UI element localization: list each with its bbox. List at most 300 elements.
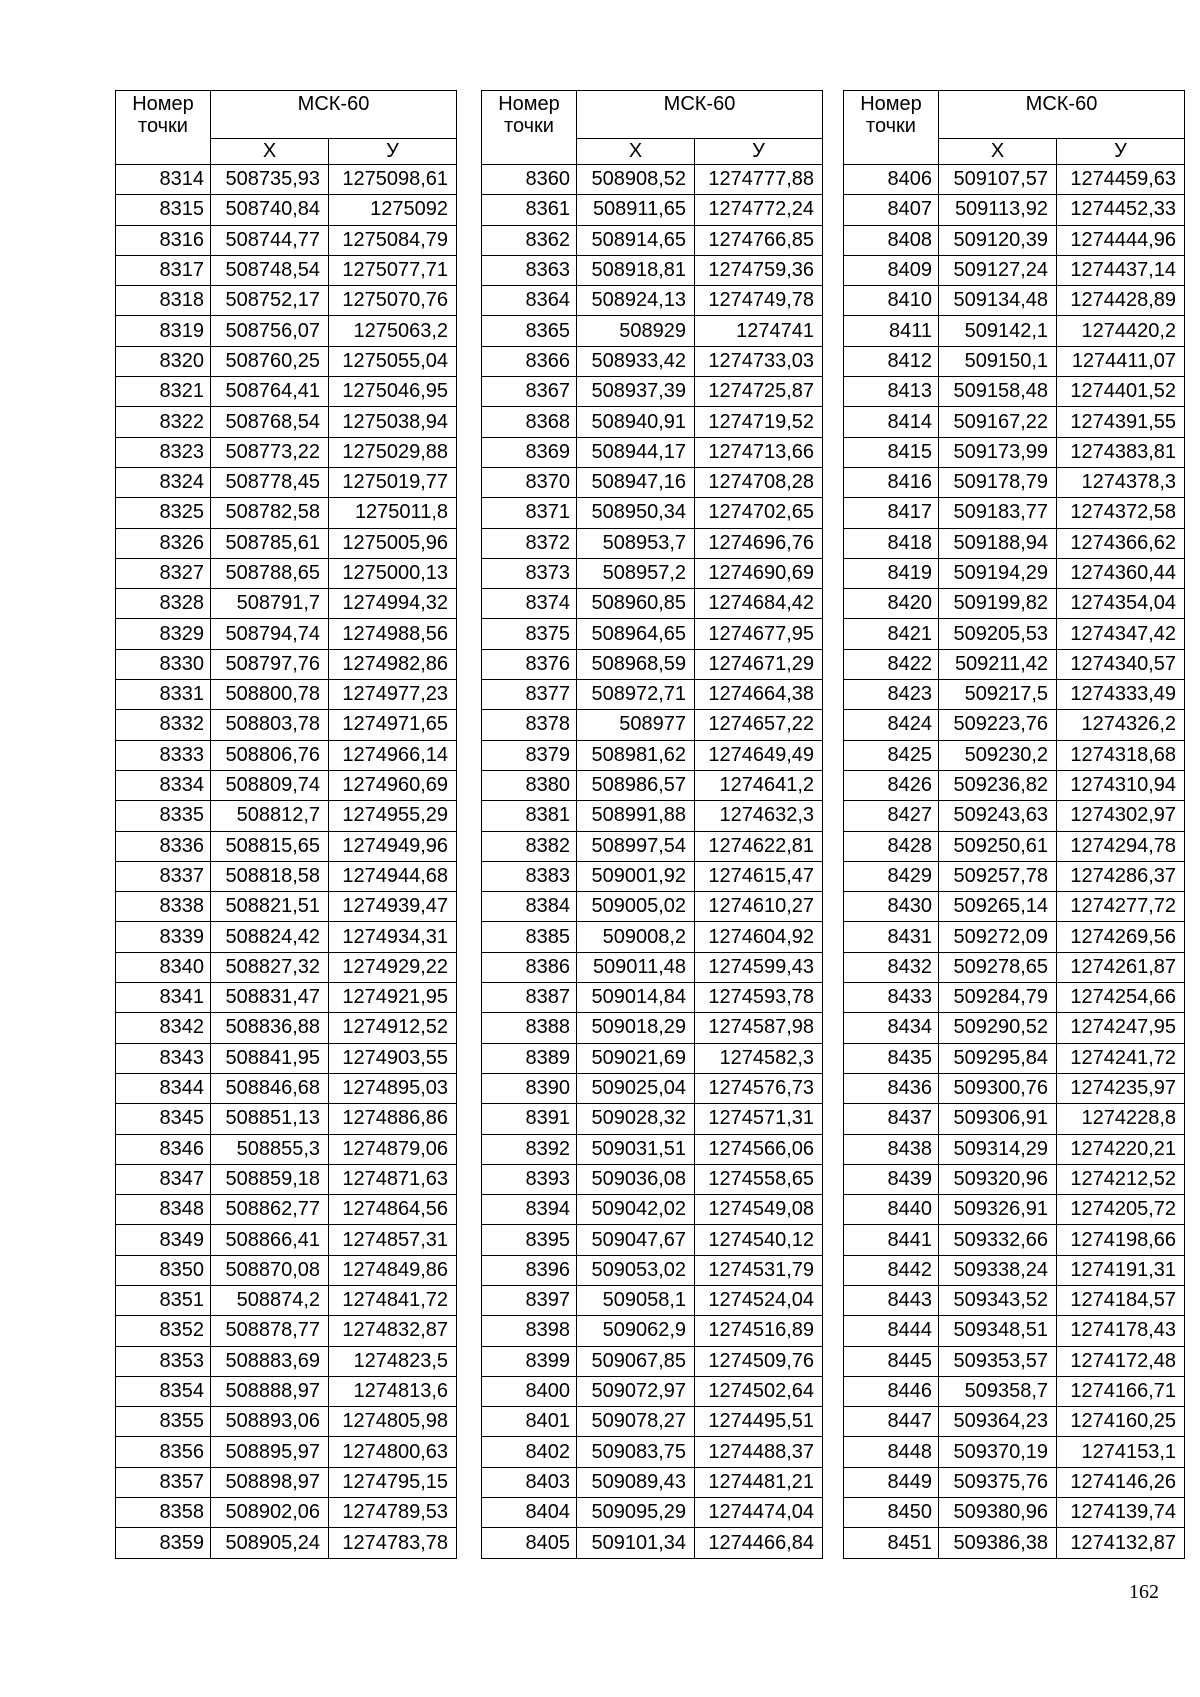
x-coordinate-cell: 508744,77	[211, 225, 329, 255]
point-number-cell: 8422	[844, 649, 939, 679]
y-coordinate-cell: 1274310,94	[1057, 770, 1185, 800]
y-coordinate-cell: 1274582,3	[695, 1043, 823, 1073]
point-number-cell: 8345	[116, 1104, 211, 1134]
point-number-cell: 8340	[116, 952, 211, 982]
x-coordinate-cell: 508981,62	[577, 740, 695, 770]
point-number-cell: 8339	[116, 922, 211, 952]
point-number-cell: 8429	[844, 861, 939, 891]
point-number-cell: 8403	[482, 1467, 577, 1497]
x-coordinate-cell: 509047,67	[577, 1225, 695, 1255]
y-header: У	[695, 139, 823, 165]
y-coordinate-cell: 1274254,66	[1057, 983, 1185, 1013]
x-coordinate-cell: 508957,2	[577, 558, 695, 588]
y-coordinate-cell: 1275084,79	[329, 225, 457, 255]
table-row	[482, 740, 823, 770]
table-row	[844, 407, 1185, 437]
point-number-cell: 8416	[844, 467, 939, 497]
x-coordinate-cell: 509014,84	[577, 983, 695, 1013]
table-row	[482, 195, 823, 225]
table-row	[116, 710, 457, 740]
point-number-cell: 8449	[844, 1467, 939, 1497]
y-coordinate-cell: 1274502,64	[695, 1376, 823, 1406]
point-number-cell: 8348	[116, 1195, 211, 1225]
table-row	[116, 1255, 457, 1285]
y-coordinate-cell: 1274571,31	[695, 1104, 823, 1134]
x-coordinate-cell: 509028,32	[577, 1104, 695, 1134]
x-coordinate-cell: 509134,48	[939, 286, 1057, 316]
point-number-cell: 8342	[116, 1013, 211, 1043]
table-row	[844, 1043, 1185, 1073]
table-row	[482, 831, 823, 861]
table-row	[116, 1376, 457, 1406]
x-coordinate-cell: 509005,02	[577, 892, 695, 922]
y-coordinate-cell: 1274783,78	[329, 1528, 457, 1558]
point-number-cell: 8377	[482, 680, 577, 710]
x-coordinate-cell: 509386,38	[939, 1528, 1057, 1558]
point-number-cell: 8443	[844, 1285, 939, 1315]
table-row	[116, 165, 457, 195]
x-coordinate-cell: 508752,17	[211, 286, 329, 316]
y-coordinate-cell: 1274540,12	[695, 1225, 823, 1255]
x-coordinate-cell: 508735,93	[211, 165, 329, 195]
point-number-cell: 8392	[482, 1134, 577, 1164]
x-coordinate-cell: 508778,45	[211, 467, 329, 497]
y-coordinate-cell: 1274205,72	[1057, 1195, 1185, 1225]
x-coordinate-cell: 508800,78	[211, 680, 329, 710]
y-coordinate-cell: 1274615,47	[695, 861, 823, 891]
table-row	[116, 1134, 457, 1164]
x-coordinate-cell: 508944,17	[577, 437, 695, 467]
x-coordinate-cell: 509062,9	[577, 1316, 695, 1346]
y-coordinate-cell: 1274261,87	[1057, 952, 1185, 982]
point-number-cell: 8450	[844, 1498, 939, 1528]
point-number-cell: 8424	[844, 710, 939, 740]
x-coordinate-cell: 508940,91	[577, 407, 695, 437]
point-number-cell: 8438	[844, 1134, 939, 1164]
y-coordinate-cell: 1274212,52	[1057, 1164, 1185, 1194]
table-row	[482, 1164, 823, 1194]
x-coordinate-cell: 508929	[577, 316, 695, 346]
table-row	[482, 649, 823, 679]
y-coordinate-cell: 1274832,87	[329, 1316, 457, 1346]
point-number-cell: 8357	[116, 1467, 211, 1497]
table-row	[482, 286, 823, 316]
point-number-cell: 8356	[116, 1437, 211, 1467]
y-coordinate-cell: 1274841,72	[329, 1285, 457, 1315]
y-coordinate-cell: 1275055,04	[329, 346, 457, 376]
point-number-cell: 8326	[116, 528, 211, 558]
x-coordinate-cell: 509205,53	[939, 619, 1057, 649]
y-coordinate-cell: 1274269,56	[1057, 922, 1185, 952]
y-coordinate-cell: 1274235,97	[1057, 1073, 1185, 1103]
x-coordinate-cell: 509300,76	[939, 1073, 1057, 1103]
y-coordinate-cell: 1274789,53	[329, 1498, 457, 1528]
coordinates-table-3	[843, 90, 1185, 1559]
y-coordinate-cell: 1274566,06	[695, 1134, 823, 1164]
point-number-cell: 8408	[844, 225, 939, 255]
table-row	[844, 286, 1185, 316]
x-coordinate-cell: 509089,43	[577, 1467, 695, 1497]
x-coordinate-cell: 509272,09	[939, 922, 1057, 952]
table-row	[844, 225, 1185, 255]
point-number-cell: 8385	[482, 922, 577, 952]
y-coordinate-cell: 1274772,24	[695, 195, 823, 225]
y-coordinate-cell: 1274428,89	[1057, 286, 1185, 316]
point-number-header: Номер точки	[482, 91, 577, 165]
y-coordinate-cell: 1274879,06	[329, 1134, 457, 1164]
table-row	[116, 1498, 457, 1528]
point-number-cell: 8370	[482, 467, 577, 497]
table-row	[116, 255, 457, 285]
x-coordinate-cell: 509127,24	[939, 255, 1057, 285]
y-coordinate-cell: 1274632,3	[695, 801, 823, 831]
table-row	[482, 346, 823, 376]
y-coordinate-cell: 1275038,94	[329, 407, 457, 437]
table-row	[116, 952, 457, 982]
y-coordinate-cell: 1274929,22	[329, 952, 457, 982]
y-coordinate-cell: 1274524,04	[695, 1285, 823, 1315]
point-number-cell: 8355	[116, 1407, 211, 1437]
y-coordinate-cell: 1274452,33	[1057, 195, 1185, 225]
x-coordinate-cell: 508964,65	[577, 619, 695, 649]
page-number: 162	[1129, 1581, 1159, 1603]
x-coordinate-cell: 508905,24	[211, 1528, 329, 1558]
y-header: У	[329, 139, 457, 165]
point-number-cell: 8391	[482, 1104, 577, 1134]
table-row	[844, 437, 1185, 467]
table-row	[844, 1225, 1185, 1255]
table-row	[844, 1498, 1185, 1528]
y-coordinate-cell: 1274354,04	[1057, 589, 1185, 619]
y-coordinate-cell: 1274671,29	[695, 649, 823, 679]
x-coordinate-cell: 509113,92	[939, 195, 1057, 225]
table-row	[482, 1255, 823, 1285]
table-row	[482, 952, 823, 982]
x-coordinate-cell: 508773,22	[211, 437, 329, 467]
table-row	[844, 1316, 1185, 1346]
y-coordinate-cell: 1274178,43	[1057, 1316, 1185, 1346]
table-row	[116, 377, 457, 407]
point-number-cell: 8410	[844, 286, 939, 316]
point-number-cell: 8333	[116, 740, 211, 770]
y-coordinate-cell: 1274340,57	[1057, 649, 1185, 679]
table-row	[482, 1498, 823, 1528]
y-coordinate-cell: 1275019,77	[329, 467, 457, 497]
y-coordinate-cell: 1274378,3	[1057, 467, 1185, 497]
table-row	[844, 892, 1185, 922]
y-coordinate-cell: 1274286,37	[1057, 861, 1185, 891]
table-row	[116, 316, 457, 346]
y-coordinate-cell: 1274604,92	[695, 922, 823, 952]
table-row	[116, 437, 457, 467]
point-number-cell: 8402	[482, 1437, 577, 1467]
table-row	[482, 1043, 823, 1073]
point-number-cell: 8390	[482, 1073, 577, 1103]
table-row	[116, 1285, 457, 1315]
table-row	[116, 1164, 457, 1194]
y-coordinate-cell: 1274955,29	[329, 801, 457, 831]
y-coordinate-cell: 1274474,04	[695, 1498, 823, 1528]
y-coordinate-cell: 1274160,25	[1057, 1407, 1185, 1437]
point-number-cell: 8317	[116, 255, 211, 285]
x-coordinate-cell: 509067,85	[577, 1346, 695, 1376]
point-number-cell: 8440	[844, 1195, 939, 1225]
table-row	[116, 1346, 457, 1376]
point-number-cell: 8360	[482, 165, 577, 195]
point-number-cell: 8352	[116, 1316, 211, 1346]
table-row	[844, 831, 1185, 861]
table-row	[482, 1104, 823, 1134]
point-number-cell: 8318	[116, 286, 211, 316]
coordinate-system-header: МСК-60	[211, 91, 457, 139]
y-coordinate-cell: 1274411,07	[1057, 346, 1185, 376]
x-coordinate-cell: 508870,08	[211, 1255, 329, 1285]
point-number-cell: 8395	[482, 1225, 577, 1255]
point-number-cell: 8437	[844, 1104, 939, 1134]
x-coordinate-cell: 509072,97	[577, 1376, 695, 1406]
point-number-cell: 8364	[482, 286, 577, 316]
table-row	[844, 1437, 1185, 1467]
point-number-cell: 8363	[482, 255, 577, 285]
x-coordinate-cell: 508831,47	[211, 983, 329, 1013]
x-coordinate-cell: 508859,18	[211, 1164, 329, 1194]
table-row	[844, 861, 1185, 891]
point-number-cell: 8414	[844, 407, 939, 437]
x-coordinate-cell: 508918,81	[577, 255, 695, 285]
table-row	[116, 346, 457, 376]
x-coordinate-cell: 508764,41	[211, 377, 329, 407]
x-coordinate-cell: 509158,48	[939, 377, 1057, 407]
x-coordinate-cell: 509042,02	[577, 1195, 695, 1225]
y-coordinate-cell: 1274677,95	[695, 619, 823, 649]
point-number-cell: 8421	[844, 619, 939, 649]
table-row	[482, 1407, 823, 1437]
y-coordinate-cell: 1274495,51	[695, 1407, 823, 1437]
table-row	[116, 558, 457, 588]
point-number-cell: 8365	[482, 316, 577, 346]
point-number-cell: 8369	[482, 437, 577, 467]
y-coordinate-cell: 1274420,2	[1057, 316, 1185, 346]
x-coordinate-cell: 508972,71	[577, 680, 695, 710]
x-coordinate-cell: 509107,57	[939, 165, 1057, 195]
table-row	[482, 316, 823, 346]
y-coordinate-cell: 1275029,88	[329, 437, 457, 467]
x-coordinate-cell: 508785,61	[211, 528, 329, 558]
x-coordinate-cell: 508791,7	[211, 589, 329, 619]
y-coordinate-cell: 1274690,69	[695, 558, 823, 588]
x-coordinate-cell: 508862,77	[211, 1195, 329, 1225]
x-coordinate-cell: 509348,51	[939, 1316, 1057, 1346]
x-coordinate-cell: 508748,54	[211, 255, 329, 285]
point-number-cell: 8349	[116, 1225, 211, 1255]
table-row	[482, 498, 823, 528]
x-coordinate-cell: 509199,82	[939, 589, 1057, 619]
table-row	[116, 1104, 457, 1134]
y-coordinate-cell: 1274347,42	[1057, 619, 1185, 649]
x-coordinate-cell: 509120,39	[939, 225, 1057, 255]
point-number-cell: 8336	[116, 831, 211, 861]
y-coordinate-cell: 1274302,97	[1057, 801, 1185, 831]
x-coordinate-cell: 508797,76	[211, 649, 329, 679]
y-coordinate-cell: 1274641,2	[695, 770, 823, 800]
x-coordinate-cell: 508836,88	[211, 1013, 329, 1043]
y-coordinate-cell: 1274895,03	[329, 1073, 457, 1103]
x-coordinate-cell: 508898,97	[211, 1467, 329, 1497]
point-number-cell: 8404	[482, 1498, 577, 1528]
x-coordinate-cell: 509167,22	[939, 407, 1057, 437]
table-row	[482, 861, 823, 891]
y-coordinate-cell: 1274966,14	[329, 740, 457, 770]
point-number-cell: 8393	[482, 1164, 577, 1194]
point-number-cell: 8417	[844, 498, 939, 528]
y-coordinate-cell: 1274800,63	[329, 1437, 457, 1467]
point-number-cell: 8359	[116, 1528, 211, 1558]
x-coordinate-cell: 509370,19	[939, 1437, 1057, 1467]
x-coordinate-cell: 509230,2	[939, 740, 1057, 770]
table-row	[844, 498, 1185, 528]
y-coordinate-cell: 1274766,85	[695, 225, 823, 255]
x-coordinate-cell: 509295,84	[939, 1043, 1057, 1073]
x-coordinate-cell: 509018,29	[577, 1013, 695, 1043]
point-number-header: Номер точки	[844, 91, 939, 165]
x-coordinate-cell: 508953,7	[577, 528, 695, 558]
x-coordinate-cell: 509243,63	[939, 801, 1057, 831]
table-row	[482, 467, 823, 497]
point-number-cell: 8314	[116, 165, 211, 195]
y-coordinate-cell: 1274649,49	[695, 740, 823, 770]
point-number-cell: 8399	[482, 1346, 577, 1376]
table-row	[116, 195, 457, 225]
x-coordinate-cell: 509257,78	[939, 861, 1057, 891]
table-row	[844, 1195, 1185, 1225]
x-coordinate-cell: 509031,51	[577, 1134, 695, 1164]
point-number-cell: 8396	[482, 1255, 577, 1285]
y-coordinate-cell: 1274733,03	[695, 346, 823, 376]
y-coordinate-cell: 1274576,73	[695, 1073, 823, 1103]
x-coordinate-cell: 509332,66	[939, 1225, 1057, 1255]
table-row	[482, 770, 823, 800]
table-row	[482, 407, 823, 437]
y-coordinate-cell: 1274903,55	[329, 1043, 457, 1073]
y-coordinate-cell: 1274184,57	[1057, 1285, 1185, 1315]
x-coordinate-cell: 509326,91	[939, 1195, 1057, 1225]
table-row	[116, 467, 457, 497]
table-row	[482, 1376, 823, 1406]
point-number-cell: 8367	[482, 377, 577, 407]
x-coordinate-cell: 509078,27	[577, 1407, 695, 1437]
point-number-cell: 8389	[482, 1043, 577, 1073]
point-number-cell: 8441	[844, 1225, 939, 1255]
point-number-cell: 8322	[116, 407, 211, 437]
table-row	[116, 680, 457, 710]
y-coordinate-cell: 1274777,88	[695, 165, 823, 195]
x-coordinate-cell: 509150,1	[939, 346, 1057, 376]
point-number-cell: 8384	[482, 892, 577, 922]
point-number-cell: 8315	[116, 195, 211, 225]
point-number-cell: 8330	[116, 649, 211, 679]
y-coordinate-cell: 1275046,95	[329, 377, 457, 407]
table-row	[482, 892, 823, 922]
point-number-cell: 8412	[844, 346, 939, 376]
point-number-cell: 8337	[116, 861, 211, 891]
table-row	[844, 1073, 1185, 1103]
x-coordinate-cell: 509236,82	[939, 770, 1057, 800]
y-coordinate-cell: 1274622,81	[695, 831, 823, 861]
point-number-cell: 8397	[482, 1285, 577, 1315]
x-coordinate-cell: 508908,52	[577, 165, 695, 195]
point-number-cell: 8432	[844, 952, 939, 982]
y-coordinate-cell: 1274759,36	[695, 255, 823, 285]
table-row	[844, 1134, 1185, 1164]
table-row	[116, 1225, 457, 1255]
table-row	[844, 983, 1185, 1013]
y-coordinate-cell: 1274366,62	[1057, 528, 1185, 558]
y-coordinate-cell: 1274139,74	[1057, 1498, 1185, 1528]
point-number-cell: 8374	[482, 589, 577, 619]
point-number-cell: 8329	[116, 619, 211, 649]
y-coordinate-cell: 1274326,2	[1057, 710, 1185, 740]
table-row	[844, 558, 1185, 588]
point-number-cell: 8379	[482, 740, 577, 770]
point-number-cell: 8338	[116, 892, 211, 922]
table-row	[116, 1195, 457, 1225]
y-header: У	[1057, 139, 1185, 165]
x-coordinate-cell: 508824,42	[211, 922, 329, 952]
y-coordinate-cell: 1274749,78	[695, 286, 823, 316]
table-row	[482, 710, 823, 740]
y-coordinate-cell: 1275005,96	[329, 528, 457, 558]
x-coordinate-cell: 508815,65	[211, 831, 329, 861]
x-coordinate-cell: 509173,99	[939, 437, 1057, 467]
x-coordinate-cell: 508855,3	[211, 1134, 329, 1164]
x-coordinate-cell: 509053,02	[577, 1255, 695, 1285]
point-number-cell: 8328	[116, 589, 211, 619]
y-coordinate-cell: 1274599,43	[695, 952, 823, 982]
y-coordinate-cell: 1274684,42	[695, 589, 823, 619]
table-row	[844, 255, 1185, 285]
point-number-cell: 8419	[844, 558, 939, 588]
table-row	[116, 801, 457, 831]
y-coordinate-cell: 1274191,31	[1057, 1255, 1185, 1285]
x-coordinate-cell: 508883,69	[211, 1346, 329, 1376]
x-coordinate-cell: 509142,1	[939, 316, 1057, 346]
x-coordinate-cell: 509101,34	[577, 1528, 695, 1558]
y-coordinate-cell: 1274481,21	[695, 1467, 823, 1497]
point-number-cell: 8382	[482, 831, 577, 861]
table-row	[116, 1407, 457, 1437]
x-header: Х	[577, 139, 695, 165]
table-row	[844, 680, 1185, 710]
y-coordinate-cell: 1274241,72	[1057, 1043, 1185, 1073]
point-number-cell: 8351	[116, 1285, 211, 1315]
table-row	[482, 1195, 823, 1225]
x-coordinate-cell: 509320,96	[939, 1164, 1057, 1194]
y-coordinate-cell: 1274944,68	[329, 861, 457, 891]
y-coordinate-cell: 1274971,65	[329, 710, 457, 740]
y-coordinate-cell: 1274401,52	[1057, 377, 1185, 407]
table-row	[844, 165, 1185, 195]
coordinate-system-header: МСК-60	[939, 91, 1185, 139]
point-number-cell: 8411	[844, 316, 939, 346]
point-number-cell: 8418	[844, 528, 939, 558]
point-number-cell: 8436	[844, 1073, 939, 1103]
point-number-cell: 8343	[116, 1043, 211, 1073]
table-row	[482, 1467, 823, 1497]
x-coordinate-cell: 509217,5	[939, 680, 1057, 710]
x-coordinate-cell: 508841,95	[211, 1043, 329, 1073]
y-coordinate-cell: 1274531,79	[695, 1255, 823, 1285]
y-coordinate-cell: 1275000,13	[329, 558, 457, 588]
